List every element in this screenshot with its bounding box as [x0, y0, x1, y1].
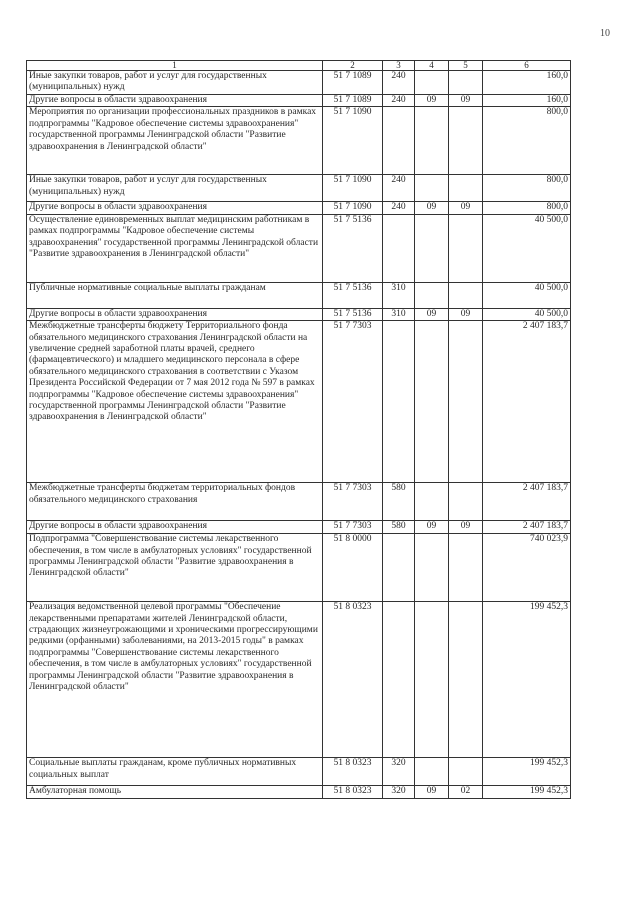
row-name: Социальные выплаты гражданам, кроме публичных нормативных социальных выплат	[27, 758, 323, 786]
expense-type: 580	[383, 521, 415, 534]
column-header: 4	[415, 61, 449, 71]
section-code	[415, 107, 449, 175]
table-header-row	[27, 61, 571, 71]
table-row	[27, 786, 571, 798]
section-code: 09	[415, 95, 449, 107]
section-code	[415, 483, 449, 521]
row-name: Иные закупки товаров, работ и услуг для государственных (муниципальных) нужд	[27, 71, 323, 95]
table-row	[27, 95, 571, 107]
subsection-code	[449, 282, 483, 308]
target-code: 51 7 1090	[323, 175, 383, 202]
amount: 40 500,0	[483, 282, 571, 308]
table-row	[27, 71, 571, 95]
subsection-code	[449, 534, 483, 602]
subsection-code: 09	[449, 202, 483, 214]
table-row	[27, 758, 571, 786]
target-code: 51 7 7303	[323, 321, 383, 483]
target-code: 51 7 5136	[323, 214, 383, 282]
section-code	[415, 71, 449, 95]
target-code: 51 8 0000	[323, 534, 383, 602]
table-row	[27, 308, 571, 320]
target-code: 51 8 0323	[323, 786, 383, 798]
subsection-code	[449, 602, 483, 758]
expense-type: 310	[383, 308, 415, 320]
table-row	[27, 282, 571, 308]
target-code: 51 7 7303	[323, 521, 383, 534]
subsection-code	[449, 107, 483, 175]
row-name: Другие вопросы в области здравоохранения	[27, 308, 323, 320]
section-code	[415, 214, 449, 282]
expense-type: 580	[383, 483, 415, 521]
table-row	[27, 321, 571, 483]
table-row	[27, 202, 571, 214]
subsection-code: 09	[449, 521, 483, 534]
subsection-code	[449, 483, 483, 521]
amount: 199 452,3	[483, 786, 571, 798]
row-name: Другие вопросы в области здравоохранения	[27, 95, 323, 107]
expense-type: 240	[383, 202, 415, 214]
subsection-code	[449, 758, 483, 786]
amount: 199 452,3	[483, 758, 571, 786]
target-code: 51 8 0323	[323, 758, 383, 786]
target-code: 51 7 1090	[323, 202, 383, 214]
amount: 199 452,3	[483, 602, 571, 758]
expense-type	[383, 602, 415, 758]
subsection-code: 09	[449, 95, 483, 107]
section-code	[415, 758, 449, 786]
subsection-code	[449, 71, 483, 95]
table-row	[27, 214, 571, 282]
amount: 2 407 183,7	[483, 321, 571, 483]
amount: 2 407 183,7	[483, 521, 571, 534]
table-row	[27, 175, 571, 202]
table-row	[27, 107, 571, 175]
expense-type	[383, 321, 415, 483]
budget-table	[26, 60, 571, 799]
section-code	[415, 321, 449, 483]
row-name: Реализация ведомственной целевой программы "Обеспечение лекарственными препаратами жителей Ленинградской области, страдающих жизнеугрожающими и хроническими прогрессирующими редкими (орфанными) заболеваниями, на 2013-2015 годы" в рамках подпрограммы "Совершенствование системы лекарственного обеспечения, в том числе в амбулаторных условиях" государственной программы Ленинградской области "Развитие здравоохранения в Ленинградской области"	[27, 602, 323, 758]
amount: 800,0	[483, 202, 571, 214]
target-code: 51 7 7303	[323, 483, 383, 521]
row-name: Другие вопросы в области здравоохранения	[27, 521, 323, 534]
column-header: 2	[323, 61, 383, 71]
section-code	[415, 534, 449, 602]
target-code: 51 7 1090	[323, 107, 383, 175]
subsection-code	[449, 214, 483, 282]
row-name: Осуществление единовременных выплат медицинским работникам в рамках подпрограммы "Кадровое обеспечение системы здравоохранения" государственной программы Ленинградской области "Развитие здравоохранения в Ленинградской области"	[27, 214, 323, 282]
target-code: 51 7 1089	[323, 95, 383, 107]
amount: 800,0	[483, 175, 571, 202]
page-number: 10	[600, 28, 610, 39]
row-name: Межбюджетные трансферты бюджетам территориальных фондов обязательного медицинского страхования	[27, 483, 323, 521]
row-name: Иные закупки товаров, работ и услуг для государственных (муниципальных) нужд	[27, 175, 323, 202]
amount: 800,0	[483, 107, 571, 175]
target-code: 51 7 1089	[323, 71, 383, 95]
expense-type: 310	[383, 282, 415, 308]
subsection-code	[449, 321, 483, 483]
amount: 40 500,0	[483, 308, 571, 320]
table-row	[27, 534, 571, 602]
amount: 740 023,9	[483, 534, 571, 602]
expense-type: 240	[383, 95, 415, 107]
row-name: Другие вопросы в области здравоохранения	[27, 202, 323, 214]
table-row	[27, 602, 571, 758]
target-code: 51 7 5136	[323, 282, 383, 308]
section-code: 09	[415, 202, 449, 214]
row-name: Мероприятия по организации профессиональных праздников в рамках подпрограммы "Кадровое обеспечение системы здравоохранения" государственной программы Ленинградской области "Развитие здравоохранения в Ленинградской области"	[27, 107, 323, 175]
row-name: Публичные нормативные социальные выплаты гражданам	[27, 282, 323, 308]
target-code: 51 7 5136	[323, 308, 383, 320]
section-code: 09	[415, 786, 449, 798]
column-header: 6	[483, 61, 571, 71]
row-name: Межбюджетные трансферты бюджету Территориального фонда обязательного медицинского страхования Ленинградской области на увеличение средней заработной платы врачей, среднего (фармацевтического) и младшего медицинского персонала в сфере обязательного медицинского страхования в соответствии с Указом Президента Российской Федерации от 7 мая 2012 года № 597 в рамках подпрограммы "Кадровое обеспечение системы здравоохранения" государственной программы Ленинградской области "Развитие здравоохранения в Ленинградской области"	[27, 321, 323, 483]
section-code	[415, 602, 449, 758]
expense-type: 240	[383, 71, 415, 95]
column-header: 1	[27, 61, 323, 71]
row-name: Амбулаторная помощь	[27, 786, 323, 798]
amount: 2 407 183,7	[483, 483, 571, 521]
section-code: 09	[415, 308, 449, 320]
row-name: Подпрограмма "Совершенствование системы лекарственного обеспечения, в том числе в амбулаторных условиях" государственной программы Ленинградской области "Развитие здравоохранения в Ленинградской области"	[27, 534, 323, 602]
table-row	[27, 521, 571, 534]
expense-type: 320	[383, 758, 415, 786]
amount: 160,0	[483, 95, 571, 107]
amount: 160,0	[483, 71, 571, 95]
section-code	[415, 282, 449, 308]
subsection-code: 02	[449, 786, 483, 798]
expense-type: 240	[383, 175, 415, 202]
subsection-code	[449, 175, 483, 202]
expense-type	[383, 107, 415, 175]
target-code: 51 8 0323	[323, 602, 383, 758]
column-header: 5	[449, 61, 483, 71]
amount: 40 500,0	[483, 214, 571, 282]
expense-type: 320	[383, 786, 415, 798]
expense-type	[383, 214, 415, 282]
expense-type	[383, 534, 415, 602]
subsection-code: 09	[449, 308, 483, 320]
section-code	[415, 175, 449, 202]
section-code: 09	[415, 521, 449, 534]
table-row	[27, 483, 571, 521]
column-header: 3	[383, 61, 415, 71]
